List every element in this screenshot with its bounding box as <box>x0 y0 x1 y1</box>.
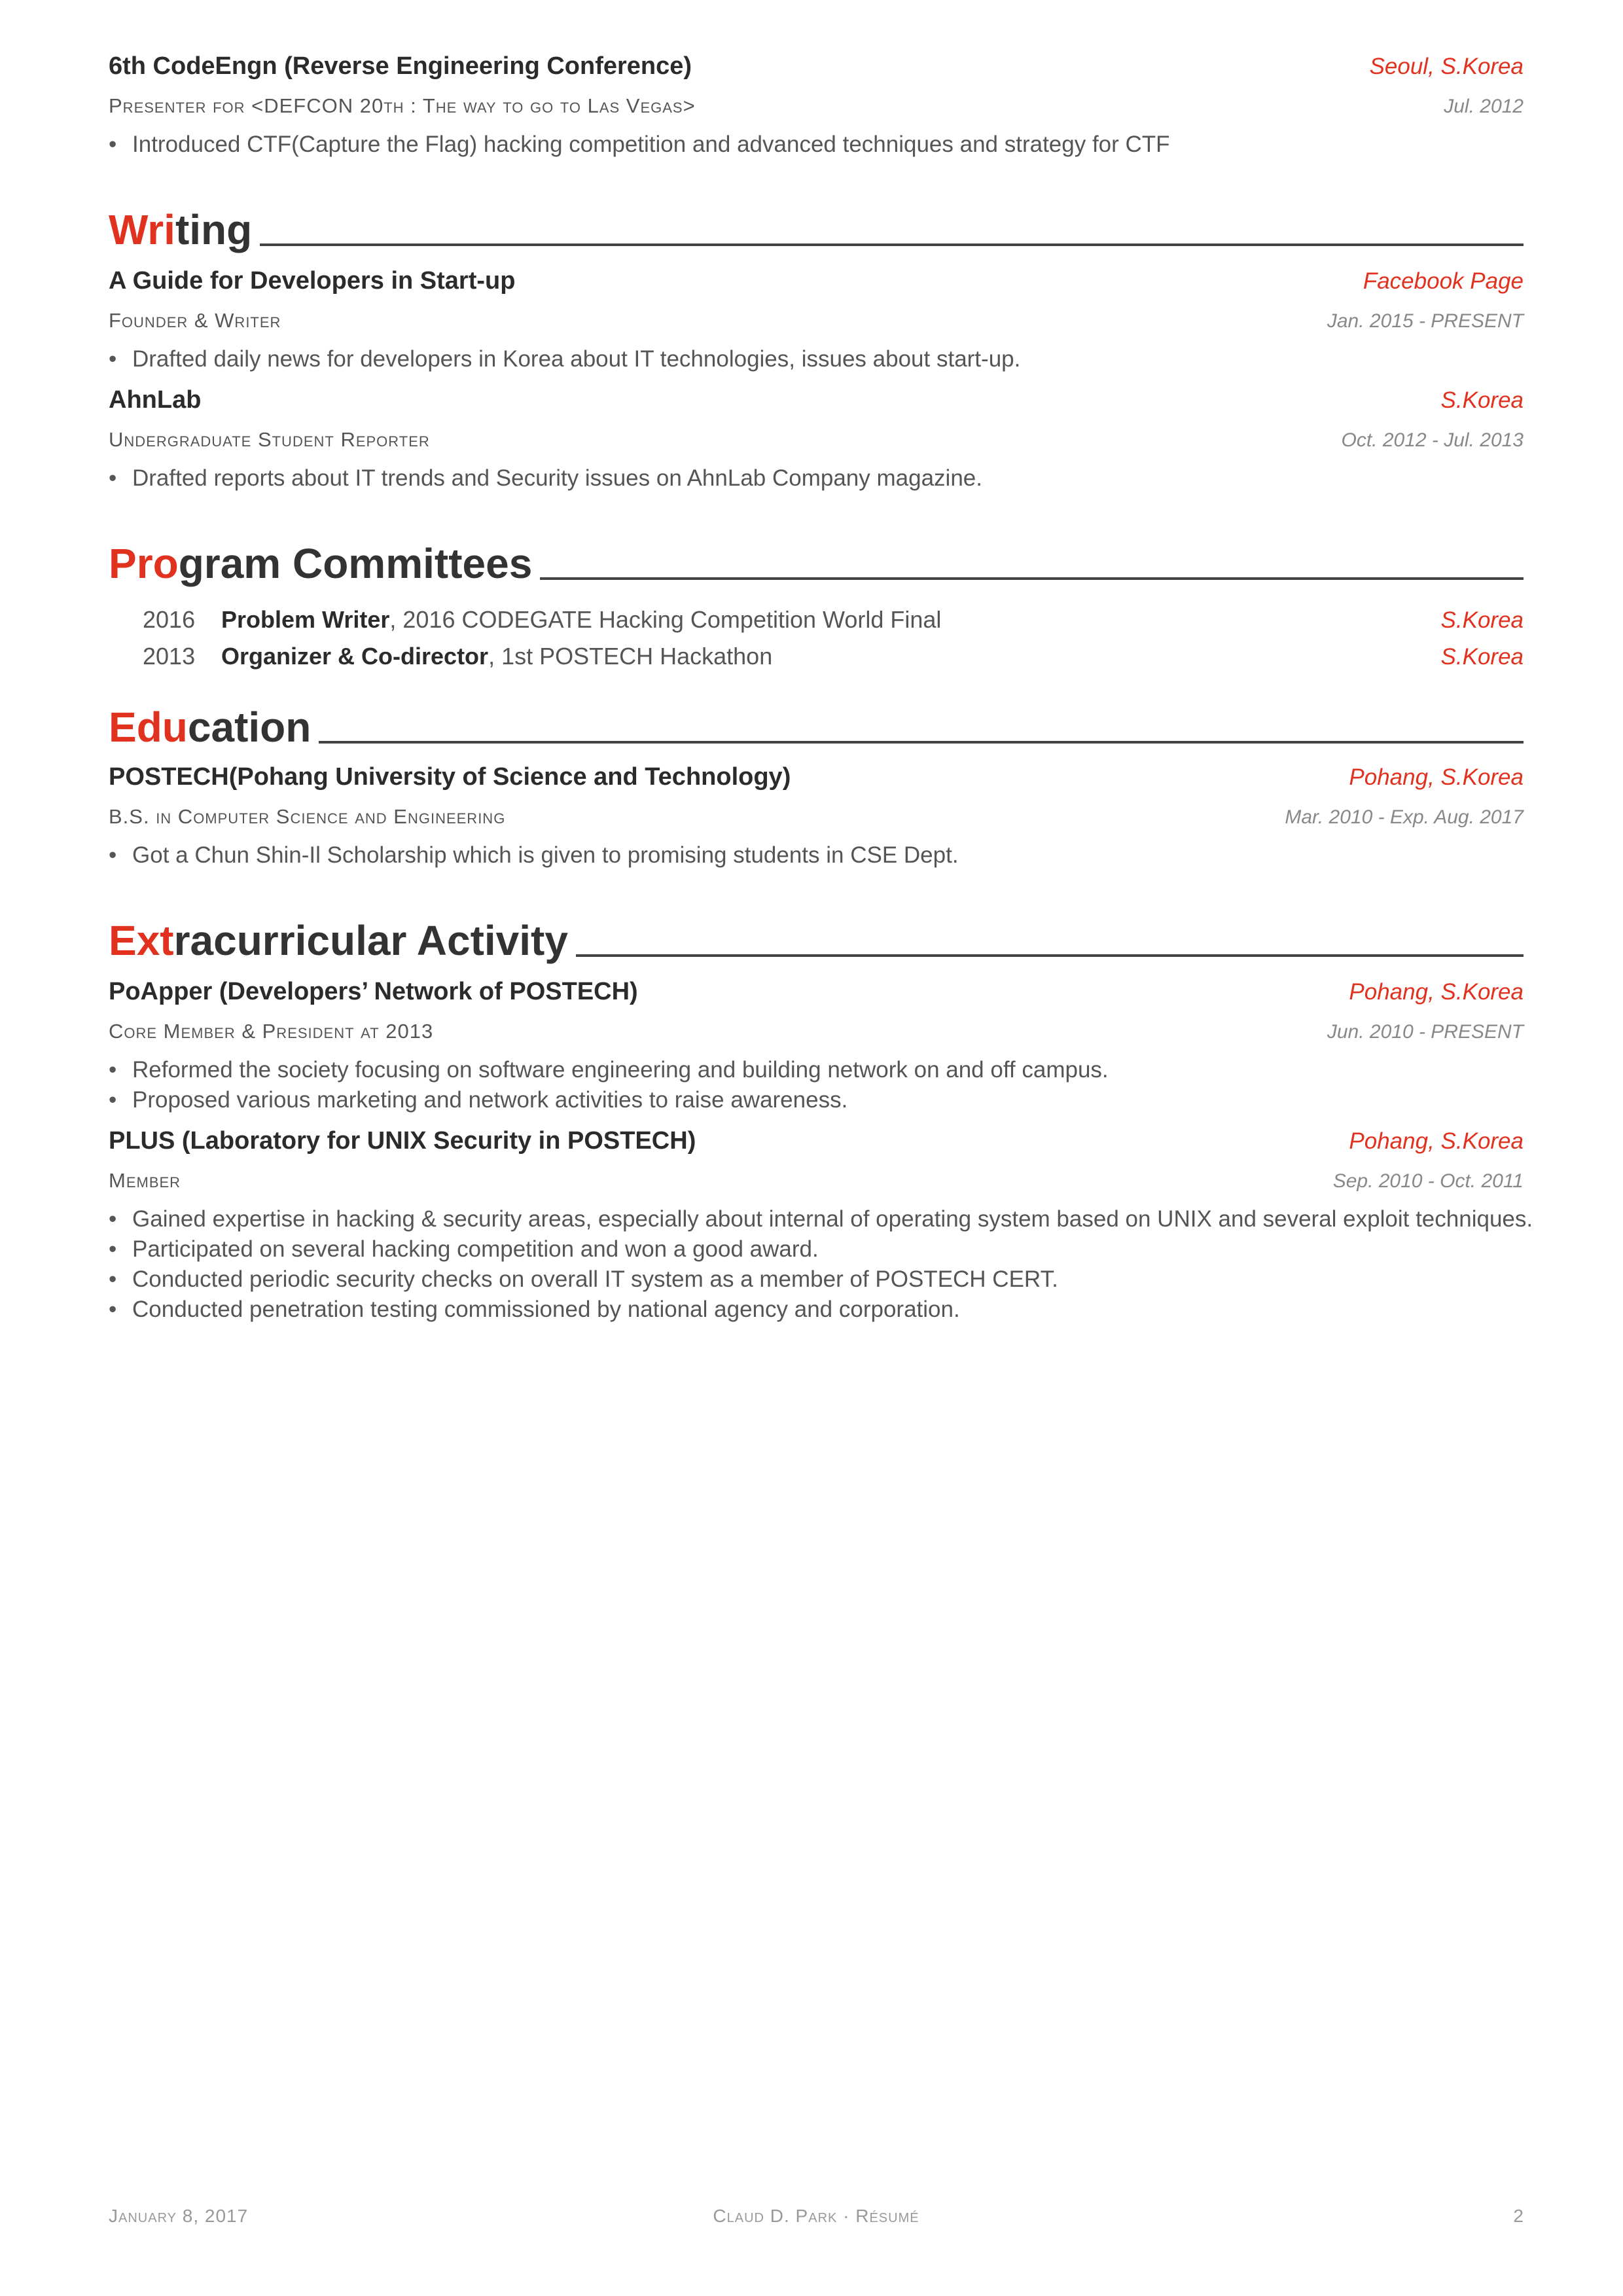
entry-date: Jul. 2012 <box>1444 96 1524 117</box>
resume-page-2 <box>109 52 1533 1325</box>
entry-ahnlab <box>109 386 1524 493</box>
bullet-list <box>109 840 1524 870</box>
entry-postech <box>109 763 1524 870</box>
entry-title: POSTECH(Pohang University of Science and Technology) <box>109 763 791 791</box>
committee-year: 2013 <box>143 643 196 670</box>
section-rule <box>576 954 1524 957</box>
entry-location: Pohang, S.Korea <box>1349 979 1524 1005</box>
section-rule <box>540 577 1524 580</box>
entry-poapper <box>109 978 1524 1115</box>
entry-title: PoApper (Developers’ Network of POSTECH) <box>109 978 638 1005</box>
committee-year: 2016 <box>143 606 196 633</box>
committee-row <box>109 643 1524 679</box>
entry-title: AhnLab <box>109 386 202 414</box>
entry-location: Seoul, S.Korea <box>1369 54 1524 79</box>
bullet-item: • Participated on several hacking competition and won a good award. <box>109 1234 1524 1265</box>
entry-plus <box>109 1127 1533 1325</box>
section-rule <box>319 741 1524 744</box>
bullet-item: • Proposed various marketing and network activities to raise awareness. <box>109 1085 1524 1115</box>
entry-date: Mar. 2010 - Exp. Aug. 2017 <box>1285 806 1524 828</box>
entry-codeengn <box>109 52 1524 160</box>
section-title: Education <box>109 704 312 751</box>
entry-date: Jan. 2015 - PRESENT <box>1327 310 1524 332</box>
entry-guide-for-developers <box>109 267 1524 374</box>
entry-title: A Guide for Developers in Start-up <box>109 267 516 295</box>
bullet-item: • Introduced CTF(Capture the Flag) hacking competition and advanced techniques and strategy for CTF <box>109 130 1524 160</box>
entry-role: Core Member & President at 2013 <box>109 1020 434 1043</box>
entry-role: B.S. in Computer Science and Engineering <box>109 805 506 828</box>
bullet-item: • Reformed the society focusing on software engineering and building network on and off campus. <box>109 1055 1524 1085</box>
bullet-list <box>109 344 1524 374</box>
footer-name: Claud D. Park · Résumé <box>713 2206 919 2226</box>
bullet-item: • Gained expertise in hacking & security areas, especially about internal of operating system based on UNIX and several exploit techniques. <box>109 1204 1524 1234</box>
section-title: Program Committees <box>109 540 533 587</box>
section-title: Extracurricular Activity <box>109 917 568 964</box>
committee-description: Organizer & Co-director, 1st POSTECH Hackathon <box>221 643 773 670</box>
entry-role: Founder & Writer <box>109 309 281 332</box>
page-number: 2 <box>1513 2206 1524 2226</box>
committee-row <box>109 606 1524 643</box>
bullet-item: • Drafted reports about IT trends and Security issues on AhnLab Company magazine. <box>109 463 1524 493</box>
bullet-list <box>109 1204 1533 1325</box>
entry-date: Jun. 2010 - PRESENT <box>1327 1021 1524 1043</box>
entry-location: Pohang, S.Korea <box>1349 1128 1524 1154</box>
entry-title: 6th CodeEngn (Reverse Engineering Conference) <box>109 52 692 80</box>
entry-date: Sep. 2010 - Oct. 2011 <box>1332 1170 1524 1192</box>
bullet-list <box>109 1055 1524 1115</box>
committee-list <box>109 606 1524 679</box>
section-writing-header <box>109 200 1524 253</box>
committee-location: S.Korea <box>1440 644 1524 670</box>
bullet-item: • Got a Chun Shin-Il Scholarship which is given to promising students in CSE Dept. <box>109 840 1524 870</box>
page-footer <box>109 2206 1524 2232</box>
entry-location: Pohang, S.Korea <box>1349 764 1524 790</box>
bullet-list <box>109 130 1524 160</box>
section-extracurricular-header <box>109 911 1524 963</box>
entry-date: Oct. 2012 - Jul. 2013 <box>1341 429 1524 451</box>
footer-date: January 8, 2017 <box>109 2206 249 2226</box>
entry-role: Presenter for <DEFCON 20th : The way to go to Las Vegas> <box>109 94 696 117</box>
section-education-header <box>109 698 1524 750</box>
committee-location: S.Korea <box>1440 607 1524 633</box>
entry-location: S.Korea <box>1440 387 1524 413</box>
entry-title: PLUS (Laboratory for UNIX Security in POSTECH) <box>109 1127 696 1155</box>
bullet-item: • Drafted daily news for developers in Korea about IT technologies, issues about start-up. <box>109 344 1524 374</box>
entry-role: Undergraduate Student Reporter <box>109 428 430 451</box>
committee-description: Problem Writer, 2016 CODEGATE Hacking Competition World Final <box>221 606 942 633</box>
section-rule <box>260 243 1524 246</box>
section-title: Writing <box>109 206 253 253</box>
bullet-list <box>109 463 1524 493</box>
entry-role: Member <box>109 1169 181 1192</box>
section-committees-header <box>109 534 1524 586</box>
bullet-item: • Conducted periodic security checks on overall IT system as a member of POSTECH CERT. <box>109 1265 1524 1295</box>
entry-location: Facebook Page <box>1363 268 1524 294</box>
bullet-item: • Conducted penetration testing commissioned by national agency and corporation. <box>109 1295 1524 1325</box>
